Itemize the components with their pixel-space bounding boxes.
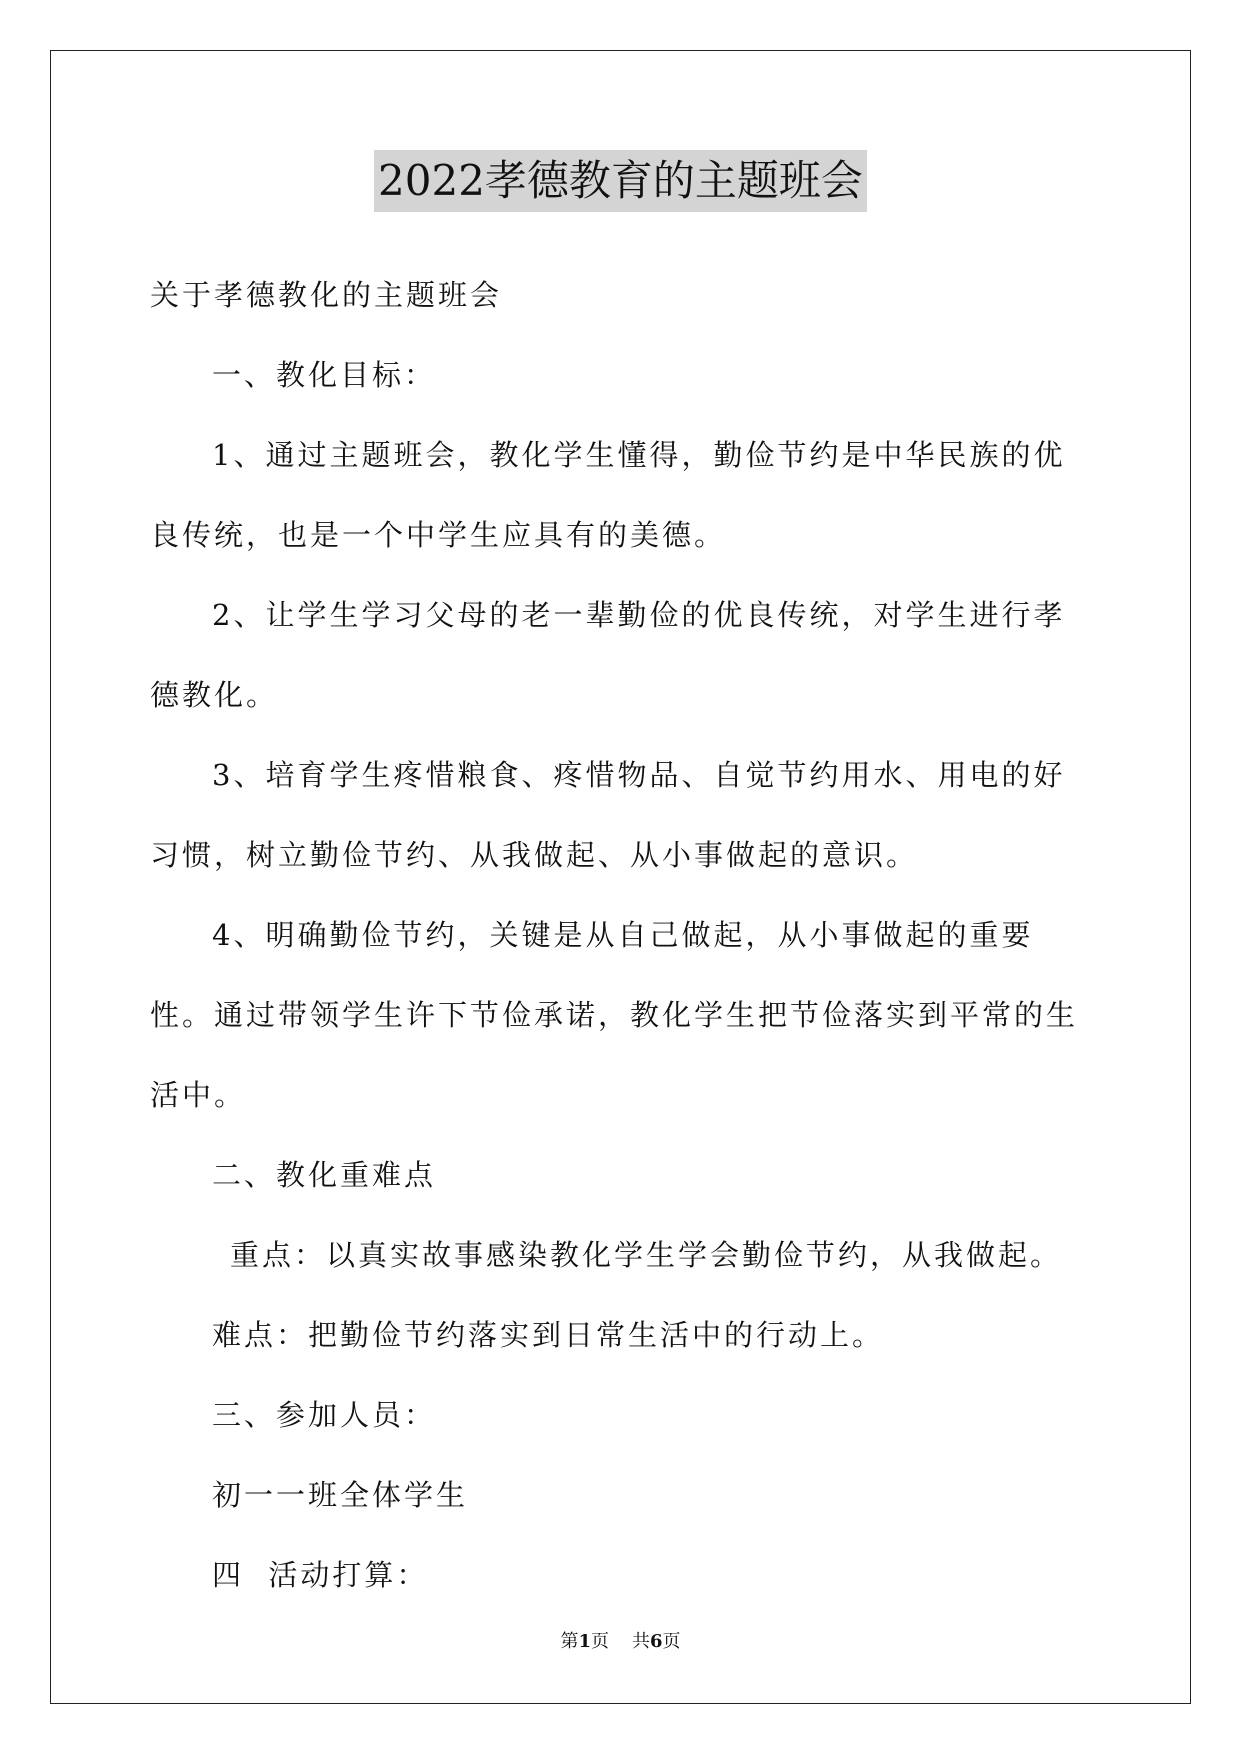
goal-4: 4、明确勤俭节约，关键是从自己做起，从小事做起的重要性。通过带领学生许下节俭承诺，教化学生把节俭落实到平常的生活中。 <box>150 918 1079 1112</box>
document-title: 2022孝德教育的主题班会 <box>374 150 867 212</box>
section2-heading: 二、教化重难点 <box>212 1158 437 1192</box>
page-suffix: 页 <box>591 1631 610 1652</box>
page-footer <box>0 1627 1241 1653</box>
section1-heading: 一、教化目标： <box>212 358 437 392</box>
section3-heading: 三、参加人员： <box>212 1398 437 1432</box>
section4-heading: 四 活动打算： <box>212 1558 429 1592</box>
key-point: 重点：以真实故事感染教化学生学会勤俭节约，从我做起。 <box>230 1238 1063 1272</box>
total-prefix: 共 <box>631 1631 650 1652</box>
page-number: 1 <box>578 1631 592 1652</box>
title-container <box>0 150 1241 212</box>
total-suffix: 页 <box>662 1631 681 1652</box>
page-prefix: 第 <box>560 1631 579 1652</box>
document-body <box>150 255 1095 1615</box>
participants: 初一一班全体学生 <box>212 1478 469 1512</box>
difficult-point: 难点：把勤俭节约落实到日常生活中的行动上。 <box>212 1318 885 1352</box>
intro-line: 关于孝德教化的主题班会 <box>150 278 503 312</box>
goal-3: 3、培育学生疼惜粮食、疼惜物品、自觉节约用水、用电的好习惯，树立勤俭节约、从我做起、从小事做起的意识。 <box>150 758 1066 872</box>
total-pages: 6 <box>649 1631 663 1652</box>
goal-1: 1、通过主题班会，教化学生懂得，勤俭节约是中华民族的优良传统，也是一个中学生应具有的美德。 <box>150 438 1066 552</box>
goal-2: 2、让学生学习父母的老一辈勤俭的优良传统，对学生进行孝德教化。 <box>150 598 1066 712</box>
